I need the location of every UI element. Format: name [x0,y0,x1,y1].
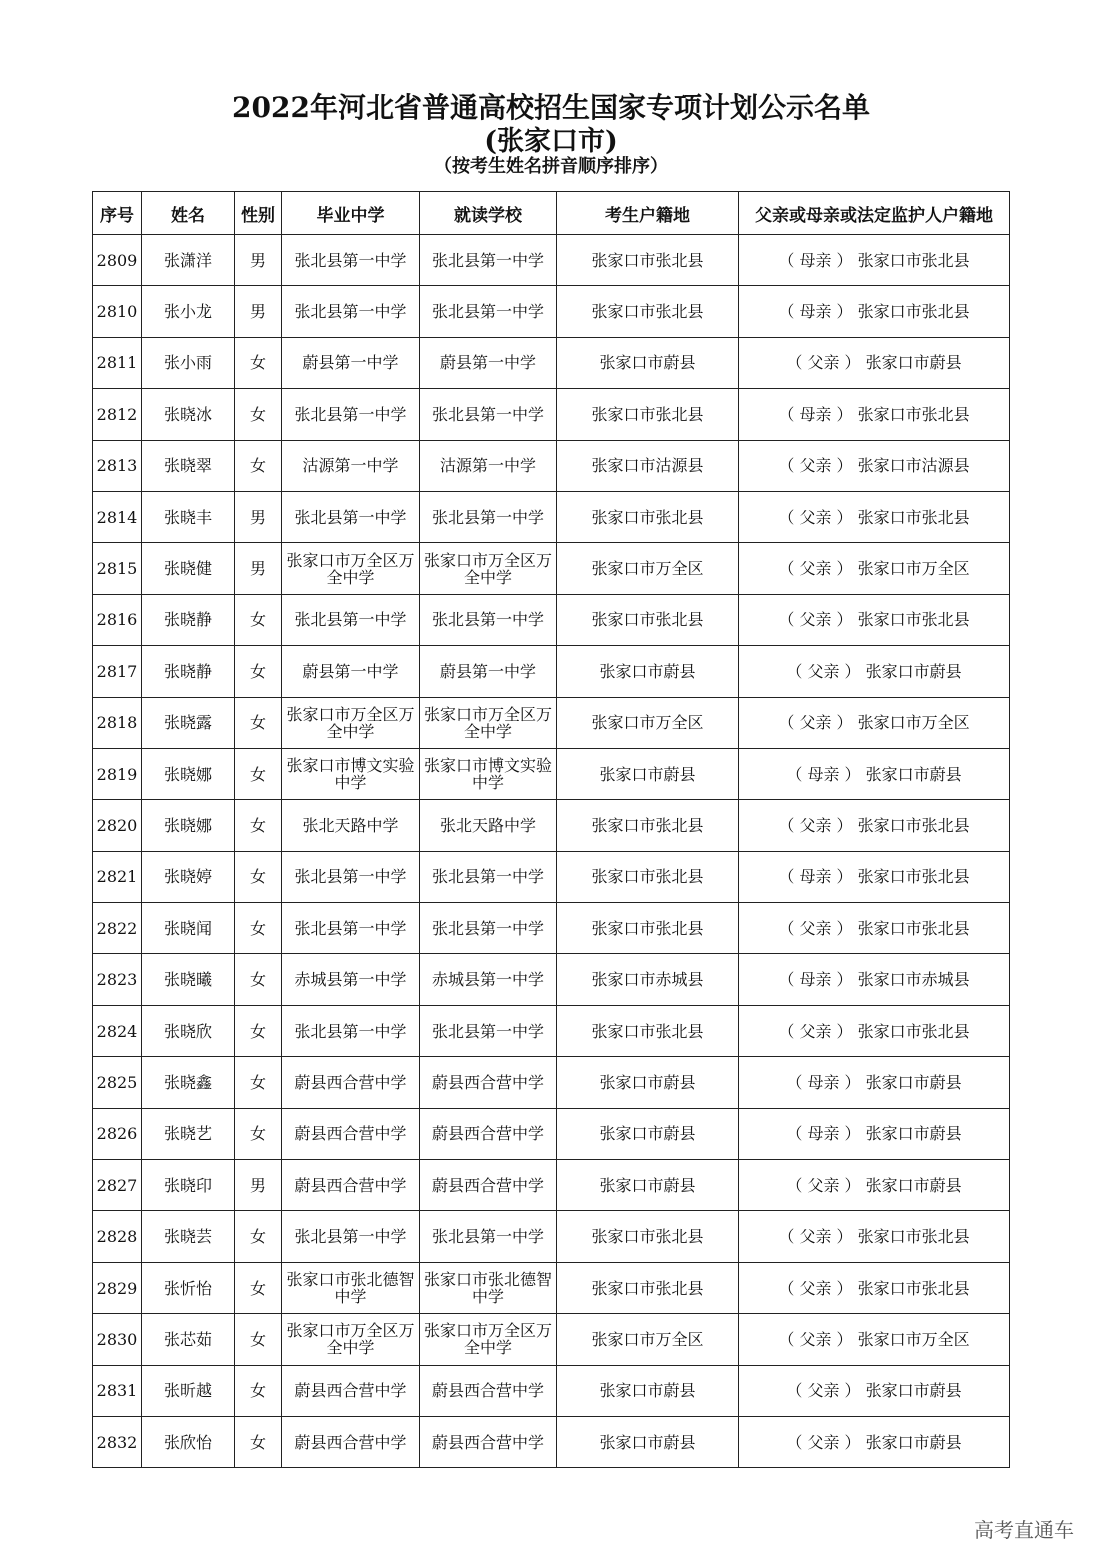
table-row [93,594,1010,645]
seq-cell: 2809 [93,235,142,286]
current-school-cell: 蔚县西合营中学 [420,1365,557,1416]
graduation-school-cell: 张北县第一中学 [282,903,420,954]
gender-cell: 女 [235,954,282,1005]
guardian-hukou-cell: （ 母亲 ） 张家口市赤城县 [739,954,1010,1005]
student-hukou-cell: 张家口市万全区 [557,1314,739,1365]
name-cell: 张芯茹 [142,1314,235,1365]
table-row [93,646,1010,697]
table-row [93,543,1010,594]
table-row [93,1416,1010,1467]
gender-cell: 女 [235,903,282,954]
student-hukou-cell: 张家口市蔚县 [557,1365,739,1416]
gender-cell: 男 [235,1160,282,1211]
current-school-cell: 蔚县西合营中学 [420,1160,557,1211]
graduation-school-cell: 张家口市张北德智中学 [282,1262,420,1313]
table-row [93,1314,1010,1365]
current-school-cell: 张家口市博文实验中学 [420,748,557,799]
graduation-school-cell: 蔚县西合营中学 [282,1365,420,1416]
current-school-cell: 张北县第一中学 [420,491,557,542]
seq-cell: 2828 [93,1211,142,1262]
name-cell: 张小雨 [142,337,235,388]
graduation-school-cell: 沽源第一中学 [282,440,420,491]
student-hukou-cell: 张家口市蔚县 [557,1057,739,1108]
guardian-hukou-cell: （ 父亲 ） 张家口市蔚县 [739,1416,1010,1467]
gender-cell: 女 [235,851,282,902]
table-row [93,491,1010,542]
graduation-school-cell: 张家口市博文实验中学 [282,748,420,799]
table-row [93,1005,1010,1056]
current-school-cell: 张北县第一中学 [420,903,557,954]
name-cell: 张晓鑫 [142,1057,235,1108]
admission-list-table [92,191,1010,1468]
seq-cell: 2831 [93,1365,142,1416]
name-cell: 张忻怡 [142,1262,235,1313]
graduation-school-cell: 蔚县西合营中学 [282,1057,420,1108]
column-header-current-school: 就读学校 [420,192,557,235]
gender-cell: 女 [235,337,282,388]
guardian-hukou-cell: （ 母亲 ） 张家口市张北县 [739,235,1010,286]
gender-cell: 女 [235,1211,282,1262]
table-row [93,954,1010,1005]
table-row [93,1108,1010,1159]
graduation-school-cell: 蔚县第一中学 [282,337,420,388]
graduation-school-cell: 张北天路中学 [282,800,420,851]
column-header-student-hukou: 考生户籍地 [557,192,739,235]
seq-cell: 2827 [93,1160,142,1211]
table-row [93,235,1010,286]
student-hukou-cell: 张家口市万全区 [557,543,739,594]
name-cell: 张晓欣 [142,1005,235,1056]
current-school-cell: 张北县第一中学 [420,235,557,286]
gender-cell: 女 [235,594,282,645]
guardian-hukou-cell: （ 母亲 ） 张家口市蔚县 [739,1108,1010,1159]
graduation-school-cell: 张北县第一中学 [282,491,420,542]
current-school-cell: 蔚县西合营中学 [420,1057,557,1108]
guardian-hukou-cell: （ 父亲 ） 张家口市张北县 [739,800,1010,851]
gender-cell: 女 [235,1005,282,1056]
graduation-school-cell: 张北县第一中学 [282,286,420,337]
student-hukou-cell: 张家口市张北县 [557,389,739,440]
student-hukou-cell: 张家口市蔚县 [557,1416,739,1467]
name-cell: 张晓娜 [142,748,235,799]
guardian-hukou-cell: （ 母亲 ） 张家口市蔚县 [739,1057,1010,1108]
name-cell: 张晓静 [142,594,235,645]
table-row [93,748,1010,799]
column-header-seq: 序号 [93,192,142,235]
table-row [93,851,1010,902]
current-school-cell: 蔚县第一中学 [420,337,557,388]
gender-cell: 女 [235,697,282,748]
seq-cell: 2822 [93,903,142,954]
guardian-hukou-cell: （ 父亲 ） 张家口市蔚县 [739,646,1010,697]
sort-note: （按考生姓名拼音顺序排序） [434,156,668,177]
guardian-hukou-cell: （ 父亲 ） 张家口市张北县 [739,594,1010,645]
seq-cell: 2830 [93,1314,142,1365]
table-row [93,286,1010,337]
current-school-cell: 张北县第一中学 [420,851,557,902]
name-cell: 张晓婷 [142,851,235,902]
graduation-school-cell: 张北县第一中学 [282,851,420,902]
seq-cell: 2817 [93,646,142,697]
guardian-hukou-cell: （ 父亲 ） 张家口市张北县 [739,1211,1010,1262]
name-cell: 张晓翠 [142,440,235,491]
seq-cell: 2832 [93,1416,142,1467]
current-school-cell: 张北天路中学 [420,800,557,851]
guardian-hukou-cell: （ 母亲 ） 张家口市蔚县 [739,748,1010,799]
seq-cell: 2824 [93,1005,142,1056]
seq-cell: 2820 [93,800,142,851]
current-school-cell: 沽源第一中学 [420,440,557,491]
seq-cell: 2819 [93,748,142,799]
guardian-hukou-cell: （ 父亲 ） 张家口市张北县 [739,1005,1010,1056]
table-row [93,337,1010,388]
name-cell: 张晓艺 [142,1108,235,1159]
name-cell: 张晓印 [142,1160,235,1211]
current-school-cell: 张北县第一中学 [420,389,557,440]
graduation-school-cell: 张北县第一中学 [282,1211,420,1262]
student-hukou-cell: 张家口市蔚县 [557,748,739,799]
gender-cell: 女 [235,748,282,799]
guardian-hukou-cell: （ 父亲 ） 张家口市张北县 [739,1262,1010,1313]
graduation-school-cell: 蔚县西合营中学 [282,1108,420,1159]
name-cell: 张昕越 [142,1365,235,1416]
gender-cell: 男 [235,543,282,594]
guardian-hukou-cell: （ 父亲 ） 张家口市张北县 [739,903,1010,954]
gender-cell: 女 [235,1057,282,1108]
gender-cell: 女 [235,389,282,440]
graduation-school-cell: 蔚县西合营中学 [282,1160,420,1211]
table-header-row [93,192,1010,235]
table-row [93,1365,1010,1416]
table-row [93,1160,1010,1211]
table-row [93,1211,1010,1262]
current-school-cell: 张北县第一中学 [420,1005,557,1056]
name-cell: 张欣怡 [142,1416,235,1467]
student-hukou-cell: 张家口市张北县 [557,235,739,286]
guardian-hukou-cell: （ 父亲 ） 张家口市蔚县 [739,1160,1010,1211]
table-row [93,1057,1010,1108]
current-school-cell: 张家口市万全区万全中学 [420,697,557,748]
gender-cell: 女 [235,1365,282,1416]
column-header-gender: 性别 [235,192,282,235]
seq-cell: 2818 [93,697,142,748]
column-header-graduation-school: 毕业中学 [282,192,420,235]
graduation-school-cell: 张家口市万全区万全中学 [282,1314,420,1365]
student-hukou-cell: 张家口市万全区 [557,697,739,748]
student-hukou-cell: 张家口市张北县 [557,1211,739,1262]
seq-cell: 2821 [93,851,142,902]
graduation-school-cell: 张家口市万全区万全中学 [282,543,420,594]
student-hukou-cell: 张家口市张北县 [557,1005,739,1056]
name-cell: 张晓娜 [142,800,235,851]
student-hukou-cell: 张家口市张北县 [557,594,739,645]
name-cell: 张晓曦 [142,954,235,1005]
gender-cell: 女 [235,1416,282,1467]
current-school-cell: 张北县第一中学 [420,1211,557,1262]
graduation-school-cell: 张北县第一中学 [282,594,420,645]
gender-cell: 男 [235,286,282,337]
current-school-cell: 蔚县西合营中学 [420,1416,557,1467]
watermark: 高考直通车 [974,1518,1074,1542]
current-school-cell: 张家口市万全区万全中学 [420,1314,557,1365]
table-row [93,903,1010,954]
name-cell: 张晓闻 [142,903,235,954]
name-cell: 张小龙 [142,286,235,337]
current-school-cell: 张北县第一中学 [420,594,557,645]
current-school-cell: 赤城县第一中学 [420,954,557,1005]
guardian-hukou-cell: （ 父亲 ） 张家口市万全区 [739,543,1010,594]
guardian-hukou-cell: （ 父亲 ） 张家口市沽源县 [739,440,1010,491]
current-school-cell: 张家口市张北德智中学 [420,1262,557,1313]
student-hukou-cell: 张家口市蔚县 [557,337,739,388]
seq-cell: 2829 [93,1262,142,1313]
guardian-hukou-cell: （ 父亲 ） 张家口市万全区 [739,1314,1010,1365]
current-school-cell: 张北县第一中学 [420,286,557,337]
name-cell: 张潇洋 [142,235,235,286]
table-row [93,800,1010,851]
table-body [93,235,1010,1468]
graduation-school-cell: 张家口市万全区万全中学 [282,697,420,748]
current-school-cell: 张家口市万全区万全中学 [420,543,557,594]
gender-cell: 女 [235,440,282,491]
seq-cell: 2813 [93,440,142,491]
name-cell: 张晓冰 [142,389,235,440]
guardian-hukou-cell: （ 父亲 ） 张家口市蔚县 [739,1365,1010,1416]
student-hukou-cell: 张家口市蔚县 [557,1108,739,1159]
gender-cell: 男 [235,491,282,542]
current-school-cell: 蔚县第一中学 [420,646,557,697]
guardian-hukou-cell: （ 父亲 ） 张家口市万全区 [739,697,1010,748]
student-hukou-cell: 张家口市蔚县 [557,1160,739,1211]
seq-cell: 2810 [93,286,142,337]
name-cell: 张晓健 [142,543,235,594]
gender-cell: 女 [235,800,282,851]
guardian-hukou-cell: （ 父亲 ） 张家口市蔚县 [739,337,1010,388]
page-subtitle: (张家口市) [484,126,618,157]
student-hukou-cell: 张家口市沽源县 [557,440,739,491]
student-hukou-cell: 张家口市张北县 [557,1262,739,1313]
graduation-school-cell: 张北县第一中学 [282,389,420,440]
graduation-school-cell: 张北县第一中学 [282,235,420,286]
table-row [93,389,1010,440]
graduation-school-cell: 蔚县第一中学 [282,646,420,697]
table-row [93,440,1010,491]
table-row [93,697,1010,748]
seq-cell: 2816 [93,594,142,645]
student-hukou-cell: 张家口市张北县 [557,800,739,851]
gender-cell: 女 [235,1262,282,1313]
guardian-hukou-cell: （ 母亲 ） 张家口市张北县 [739,286,1010,337]
seq-cell: 2815 [93,543,142,594]
name-cell: 张晓丰 [142,491,235,542]
graduation-school-cell: 赤城县第一中学 [282,954,420,1005]
student-hukou-cell: 张家口市张北县 [557,851,739,902]
seq-cell: 2823 [93,954,142,1005]
guardian-hukou-cell: （ 母亲 ） 张家口市张北县 [739,851,1010,902]
seq-cell: 2826 [93,1108,142,1159]
seq-cell: 2825 [93,1057,142,1108]
gender-cell: 男 [235,235,282,286]
seq-cell: 2812 [93,389,142,440]
graduation-school-cell: 蔚县西合营中学 [282,1416,420,1467]
student-hukou-cell: 张家口市蔚县 [557,646,739,697]
name-cell: 张晓露 [142,697,235,748]
student-hukou-cell: 张家口市张北县 [557,491,739,542]
current-school-cell: 蔚县西合营中学 [420,1108,557,1159]
gender-cell: 女 [235,1314,282,1365]
gender-cell: 女 [235,646,282,697]
name-cell: 张晓芸 [142,1211,235,1262]
guardian-hukou-cell: （ 母亲 ） 张家口市张北县 [739,389,1010,440]
table-row [93,1262,1010,1313]
seq-cell: 2814 [93,491,142,542]
seq-cell: 2811 [93,337,142,388]
guardian-hukou-cell: （ 父亲 ） 张家口市张北县 [739,491,1010,542]
column-header-name: 姓名 [142,192,235,235]
name-cell: 张晓静 [142,646,235,697]
student-hukou-cell: 张家口市张北县 [557,286,739,337]
column-header-guardian-hukou: 父亲或母亲或法定监护人户籍地 [739,192,1010,235]
student-hukou-cell: 张家口市赤城县 [557,954,739,1005]
page-title: 2022年河北省普通高校招生国家专项计划公示名单 [232,91,870,124]
gender-cell: 女 [235,1108,282,1159]
graduation-school-cell: 张北县第一中学 [282,1005,420,1056]
student-hukou-cell: 张家口市张北县 [557,903,739,954]
